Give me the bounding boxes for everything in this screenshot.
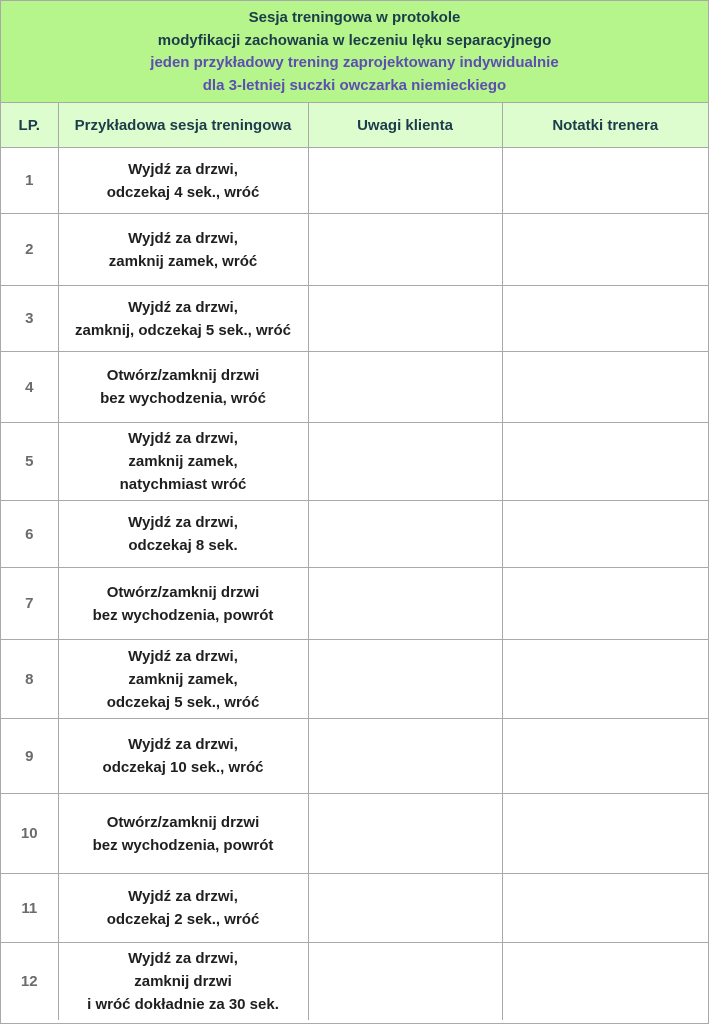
client-notes-cell[interactable] (308, 568, 502, 640)
table-row (1, 286, 708, 352)
trainer-notes-cell[interactable] (502, 214, 708, 286)
trainer-notes-cell[interactable] (502, 286, 708, 352)
session-table (1, 103, 708, 1020)
subtitle-line-2: dla 3-letniej suczki owczarka niemieckiego (202, 76, 507, 94)
trainer-notes-cell[interactable] (502, 874, 708, 943)
session-step-line: Otwórz/zamknij drzwi (106, 367, 260, 384)
row-number: 8 (1, 640, 58, 719)
session-step (58, 352, 308, 423)
trainer-notes-cell[interactable] (502, 943, 708, 1020)
row-number: 9 (1, 719, 58, 794)
column-header-session: Przykładowa sesja treningowa (58, 103, 308, 148)
column-header-lp: LP. (1, 103, 58, 148)
session-step (58, 214, 308, 286)
table-row (1, 640, 708, 719)
table-row (1, 214, 708, 286)
session-step (58, 794, 308, 874)
client-notes-cell[interactable] (308, 352, 502, 423)
session-step-line: Wyjdź za drzwi, (128, 160, 238, 178)
session-step-line: Wyjdź za drzwi, (128, 647, 238, 665)
session-step-line: odczekaj 2 sek., wróć (106, 911, 260, 928)
session-step-line: Wyjdź za drzwi, (128, 430, 238, 447)
table-row (1, 943, 708, 1020)
row-number: 11 (1, 874, 58, 943)
title-line-1: Sesja treningowa w protokole (248, 9, 461, 26)
table-body (1, 148, 708, 1020)
row-number: 12 (1, 943, 58, 1020)
client-notes-cell[interactable] (308, 719, 502, 794)
table-row (1, 719, 708, 794)
session-step-line: odczekaj 10 sek., wróć (102, 759, 264, 776)
client-notes-cell[interactable] (308, 501, 502, 568)
session-step-line: zamknij zamek, wróć (108, 252, 258, 270)
client-notes-cell[interactable] (308, 943, 502, 1020)
trainer-notes-cell[interactable] (502, 568, 708, 640)
session-step-line: Otwórz/zamknij drzwi (106, 813, 260, 831)
client-notes-cell[interactable] (308, 286, 502, 352)
session-step-line: Wyjdź za drzwi, (128, 736, 238, 753)
session-step-line: i wróć dokładnie za 30 sek. (87, 995, 279, 1013)
subtitle-line-1: jeden przykładowy trening zaprojektowany indywidualnie (150, 54, 559, 71)
client-notes-cell[interactable] (308, 640, 502, 719)
session-step-line: Wyjdź za drzwi, (128, 949, 238, 967)
trainer-notes-cell[interactable] (502, 148, 708, 214)
client-notes-cell[interactable] (308, 423, 502, 501)
client-notes-cell[interactable] (308, 148, 502, 214)
session-step-line: odczekaj 8 sek. (128, 537, 238, 554)
table-row (1, 423, 708, 501)
session-step (58, 874, 308, 943)
row-number: 10 (1, 794, 58, 874)
session-step-line: Wyjdź za drzwi, (128, 514, 238, 531)
row-number: 1 (1, 148, 58, 214)
title-line-2: modyfikacji zachowania w leczeniu lęku separacyjnego (157, 31, 552, 49)
session-step (58, 719, 308, 794)
trainer-notes-cell[interactable] (502, 352, 708, 423)
trainer-notes-cell[interactable] (502, 423, 708, 501)
session-step-line: odczekaj 5 sek., wróć (106, 693, 260, 711)
table-row (1, 874, 708, 943)
table-row (1, 352, 708, 423)
trainer-notes-cell[interactable] (502, 794, 708, 874)
table-header-row (1, 103, 708, 148)
session-step-line: zamknij zamek, (128, 453, 238, 470)
session-step-line: odczekaj 4 sek., wróć (106, 183, 260, 201)
table-row (1, 501, 708, 568)
trainer-notes-cell[interactable] (502, 640, 708, 719)
session-step-line: Otwórz/zamknij drzwi (106, 583, 260, 601)
client-notes-cell[interactable] (308, 874, 502, 943)
row-number: 4 (1, 352, 58, 423)
column-header-trainer-notes: Notatki trenera (502, 103, 708, 148)
session-step-line: natychmiast wróć (119, 476, 247, 493)
session-step (58, 423, 308, 501)
session-step (58, 943, 308, 1020)
row-number: 3 (1, 286, 58, 352)
session-step-line: zamknij zamek, (128, 670, 238, 688)
session-step-line: Wyjdź za drzwi, (128, 888, 238, 905)
session-step (58, 640, 308, 719)
session-step-line: bez wychodzenia, powrót (92, 836, 274, 854)
client-notes-cell[interactable] (308, 794, 502, 874)
session-step-line: bez wychodzenia, powrót (92, 606, 274, 624)
session-step (58, 286, 308, 352)
table-row (1, 794, 708, 874)
session-step-line: zamknij, odczekaj 5 sek., wróć (75, 321, 291, 339)
client-notes-cell[interactable] (308, 214, 502, 286)
table-row (1, 148, 708, 214)
session-step (58, 501, 308, 568)
row-number: 5 (1, 423, 58, 501)
title-block (1, 1, 708, 103)
session-step (58, 148, 308, 214)
row-number: 2 (1, 214, 58, 286)
row-number: 6 (1, 501, 58, 568)
table-row (1, 568, 708, 640)
session-step (58, 568, 308, 640)
session-step-line: bez wychodzenia, wróć (100, 390, 266, 407)
trainer-notes-cell[interactable] (502, 501, 708, 568)
trainer-notes-cell[interactable] (502, 719, 708, 794)
column-header-client-notes: Uwagi klienta (308, 103, 502, 148)
session-step-line: zamknij drzwi (134, 972, 232, 990)
row-number: 7 (1, 568, 58, 640)
session-step-line: Wyjdź za drzwi, (128, 229, 238, 247)
session-step-line: Wyjdź za drzwi, (128, 298, 238, 316)
